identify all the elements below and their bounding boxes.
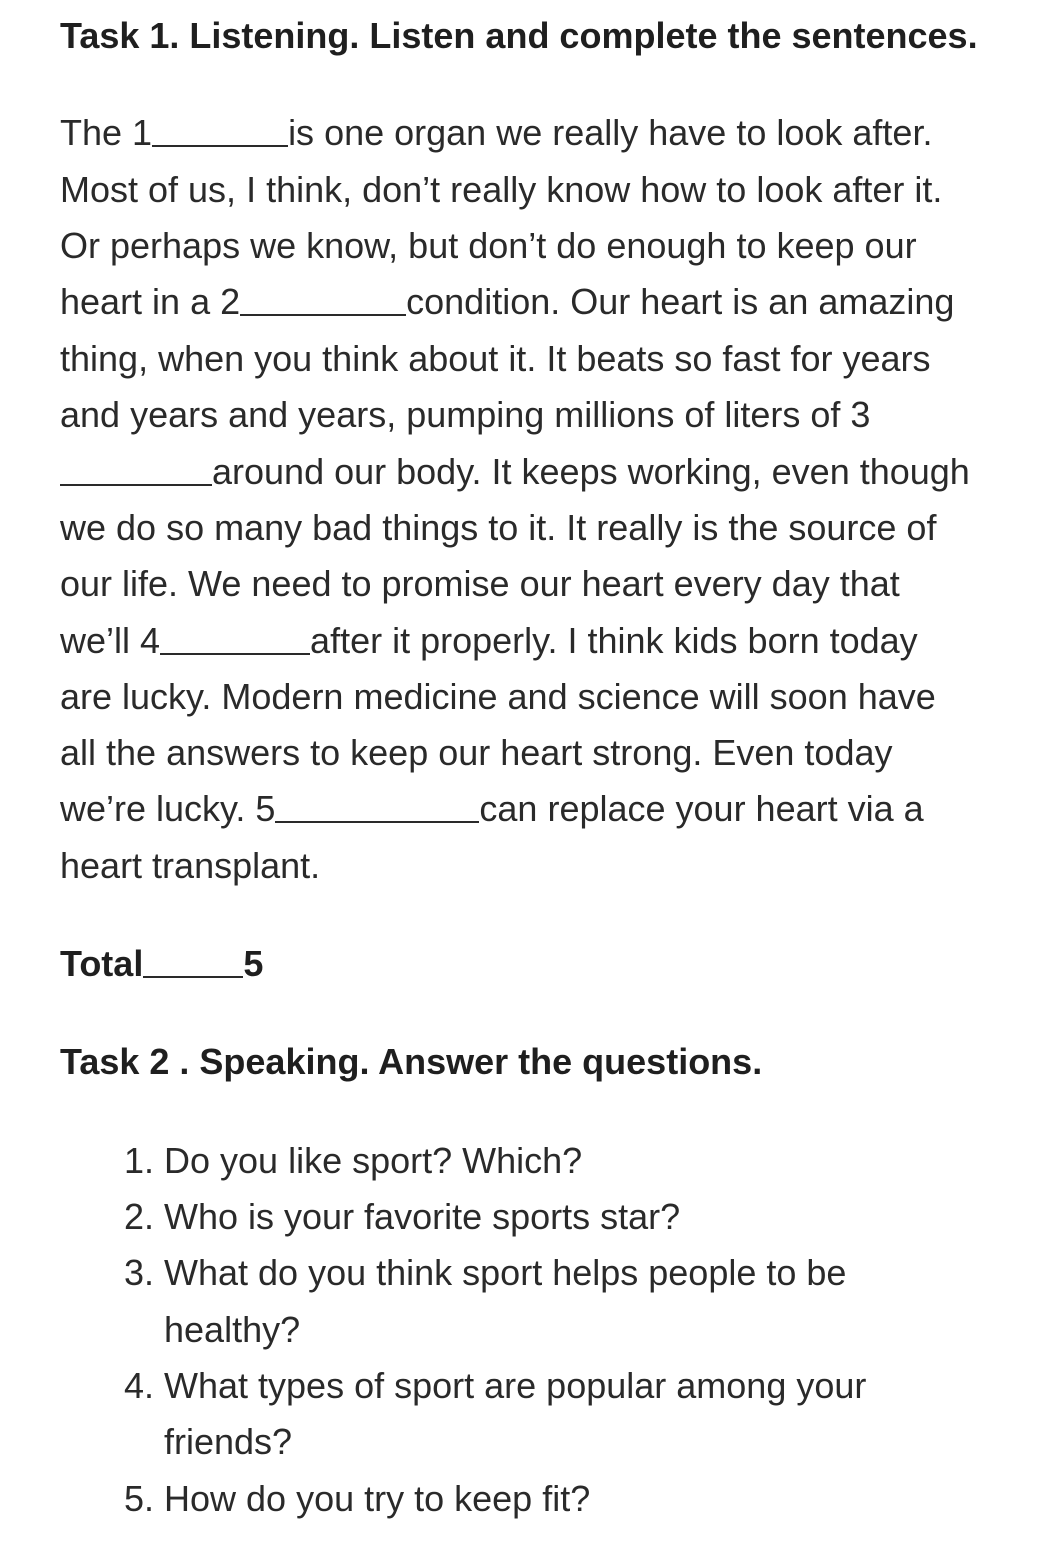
text-line (60, 282, 954, 322)
question-number: 4. (124, 1365, 155, 1406)
text-line (60, 789, 924, 829)
total-value: 5 (243, 943, 264, 984)
text-fragment: condition. Our heart is an amazing (406, 281, 955, 322)
answer-blank-2[interactable] (240, 286, 406, 316)
question-text: Do you like sport? Which? (164, 1140, 583, 1181)
text-fragment: after it properly. I think kids born today (310, 620, 918, 661)
text-line: all the answers to keep our heart strong. Even today (60, 732, 893, 773)
question-continuation: healthy? (164, 1309, 301, 1350)
text-line: our life. We need to promise our heart every day that (60, 563, 900, 604)
text-line (60, 621, 918, 661)
answer-blank-3[interactable] (60, 456, 212, 486)
text-fragment: around our body. It keeps working, even though (212, 451, 970, 492)
question-continuation: friends? (164, 1421, 293, 1462)
text-fragment: we’ll 4 (60, 620, 161, 661)
text-line: and years and years, pumping millions of liters of 3 (60, 394, 871, 435)
text-line: Or perhaps we know, but don’t do enough to keep our (60, 225, 917, 266)
text-line (60, 452, 970, 492)
question-number: 5. (124, 1478, 155, 1519)
text-line: are lucky. Modern medicine and science will soon have (60, 676, 936, 717)
text-line: heart transplant. (60, 845, 321, 886)
question-text: What types of sport are popular among your (164, 1365, 867, 1406)
text-line: Most of us, I think, don’t really know how to look after it. (60, 169, 943, 210)
list-item (124, 1197, 680, 1237)
text-line: thing, when you think about it. It beats so fast for years (60, 338, 931, 379)
question-number: 1. (124, 1140, 155, 1181)
list-item (124, 1479, 590, 1519)
answer-blank-5[interactable] (275, 793, 479, 823)
question-number: 2. (124, 1196, 155, 1237)
answer-blank-4[interactable] (160, 625, 310, 655)
text-line (60, 113, 932, 153)
list-item (124, 1141, 582, 1181)
text-fragment: heart in a 2 (60, 281, 241, 322)
total-score (60, 944, 263, 984)
text-fragment: is one organ we really have to look after. (288, 112, 933, 153)
task2-heading: Task 2 . Speaking. Answer the questions. (60, 1041, 763, 1082)
text-line: we do so many bad things to it. It really is the source of (60, 507, 937, 548)
question-number: 3. (124, 1252, 155, 1293)
task1-heading: Task 1. Listening. Listen and complete the sentences. (60, 15, 978, 56)
question-text: Who is your favorite sports star? (164, 1196, 681, 1237)
list-item (124, 1366, 866, 1406)
text-fragment: The 1 (60, 112, 153, 153)
total-label: Total (60, 943, 144, 984)
text-fragment: can replace your heart via a (479, 788, 924, 829)
list-item (124, 1253, 846, 1293)
question-text: How do you try to keep fit? (164, 1478, 591, 1519)
text-fragment: we’re lucky. 5 (60, 788, 276, 829)
question-text: What do you think sport helps people to be (164, 1252, 847, 1293)
answer-blank-1[interactable] (152, 117, 288, 147)
total-blank[interactable] (143, 950, 243, 978)
